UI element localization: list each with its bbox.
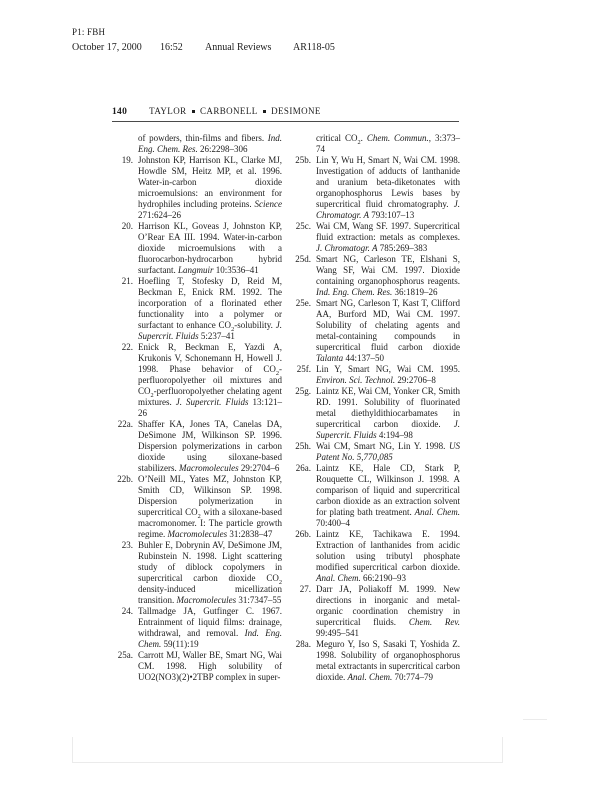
reference-number: 25d. (295, 254, 311, 264)
scan-artifact-line (523, 719, 547, 720)
dateline (0, 42, 612, 56)
reference-number: 25h. (295, 441, 311, 451)
reference-entry (290, 584, 460, 639)
reference-text: Carrott MJ, Waller BE, Smart NG, Wai CM. 1998. High solubility of UO2(NO3)(2)•2TBP complex in super- (138, 650, 282, 682)
square-bullet-icon (263, 110, 267, 114)
reference-number: 19. (121, 155, 133, 165)
reference-number: 25g. (295, 386, 311, 396)
reference-number: 26b. (295, 529, 311, 539)
reference-number: 23. (121, 540, 133, 550)
reference-number: 25f. (296, 364, 311, 374)
reference-entry (112, 540, 282, 606)
reference-number: 22. (121, 342, 133, 352)
reference-number: 26a. (295, 463, 311, 473)
reference-entry (112, 221, 282, 276)
reference-column-right (290, 133, 460, 683)
reference-entry (112, 474, 282, 540)
reference-text: Enick R, Beckman E, Yazdi A, Krukonis V, Schonemann H, Howell J. 1998. Phase behavior of $CO_2$-perfluoropolyether oil mixtures and $CO_2$-perfluoropolyether chelating agent mixtures. J. Supercrit. Fluids 13:121–26 (138, 342, 282, 418)
article-code: AR118-05 (293, 42, 335, 53)
reference-number: 25a. (117, 650, 133, 660)
running-head-authors (149, 106, 321, 116)
reference-number (112, 133, 138, 155)
reference-number: 21. (121, 276, 133, 286)
time-text: 16:52 (160, 42, 183, 53)
reference-text: Lin Y, Wu H, Smart N, Wai CM. 1998. Investigation of adducts of lanthanide and uranium beta-diketonates with organophosphorus Lewis bases by supercritical fluid chromatography. J. Chromatogr. A 793:107–13 (316, 155, 460, 220)
reference-entry (112, 650, 282, 683)
reference-number: 25e. (295, 298, 311, 308)
reference-entry (290, 441, 460, 463)
reference-text: Johnston KP, Harrison KL, Clarke MJ, Howdle SM, Heitz MP, et al. 1996. Water-in-carbon dioxide microemulsions: an environment for hydrophiles including proteins. Science 271:624–26 (138, 155, 282, 220)
reference-number: 24. (121, 606, 133, 616)
reference-text: Smart NG, Carleson TE, Elshani S, Wang SF, Wai CM. 1997. Dioxide containing organophosphorus reagents. Ind. Eng. Chem. Res. 36:1819–26 (316, 254, 460, 297)
reference-number: 22b. (117, 474, 133, 484)
date-text: October 17, 2000 (72, 42, 142, 53)
page-number: 140 (112, 107, 128, 117)
reference-text: critical $CO_2$. Chem. Commun., 3:373–74 (316, 133, 461, 154)
reference-entry (290, 529, 460, 584)
reference-text: Wai CM, Smart NG, Lin Y. 1998. US Patent No. 5,770,085 (316, 441, 460, 462)
reference-text: O’Neill ML, Yates MZ, Johnston KP, Smith CD, Wilkinson SP. 1998. Dispersion polymerization in supercritical $CO_2$ with a siloxane-based macromonomer. I: The particle growth regime. Macromolecules 31:2838–47 (138, 474, 282, 539)
reference-entry (290, 639, 460, 683)
reference-entry (112, 342, 282, 419)
reference-text: Harrison KL, Goveas J, Johnston KP, O’Rear EA III. 1994. Water-in-carbon dioxide microemulsions with a fluorocarbon-hydrocarbon hybrid surfactant. Langmuir 10:3536–41 (138, 221, 282, 275)
reference-entry (290, 254, 460, 298)
reference-number: 25c. (295, 221, 311, 231)
reference-text: of powders, thin-films and fibers. Ind. Eng. Chem. Res. 26:2298–306 (138, 133, 282, 154)
reference-text: Tallmadge JA, Gutfinger C. 1967. Entrainment of liquid films: drainage, withdrawal, and removal. Ind. Eng. Chem. 59(11):19 (138, 606, 283, 649)
scan-artifact-line (72, 762, 503, 763)
reference-text: Laintz KE, Hale CD, Stark P, Rouquette CL, Wilkinson J. 1998. A comparison of liquid and supercritical carbon dioxide as an extraction solvent for plating bath treatment. Anal. Chem. 70:400–4 (316, 463, 461, 528)
running-head-author: TAYLOR (149, 106, 187, 116)
reference-text: Buhler E, Dobrynin AV, DeSimone JM, Rubinstein N. 1998. Light scattering study of diblock copolymers in supercritical carbon dioxide $CO_2$ density-induced micellization transition. Macromolecules 31:7347–55 (138, 540, 282, 605)
reference-number (290, 133, 316, 155)
journal-name: Annual Reviews (205, 42, 272, 53)
reference-text: Laintz KE, Wai CM, Yonker CR, Smith RD. 1991. Solubility of fluorinated metal diethyldithiocarbamates in supercritical carbon dioxide. J. Supercrit. Fluids 4:194–98 (316, 386, 460, 440)
reference-text: Shaffer KA, Jones TA, Canelas DA, DeSimone JM, Wilkinson SP. 1996. Dispersion polymerizations in carbon dioxide using siloxane-based stabilizers. Macromolecules 29:2704–6 (138, 419, 282, 473)
reference-column-left (112, 133, 282, 683)
reference-entry (290, 364, 460, 386)
reference-entry (290, 155, 460, 221)
reference-number: 22a. (117, 419, 133, 429)
reference-entry (290, 463, 460, 529)
reference-number: 20. (121, 221, 133, 231)
reference-text: Hoefling T, Stofesky D, Reid M, Beckman E, Enick RM. 1992. The incorporation of a florinated ether functionality into a polymer or surfactant to enhance $CO_2$-solubility. J. Supercrit. Fluids 5:237–41 (138, 276, 282, 341)
square-bullet-icon (192, 110, 196, 114)
reference-list (112, 133, 460, 683)
scan-artifact-line (502, 737, 503, 763)
running-head (112, 106, 459, 117)
reference-entry (290, 298, 460, 364)
running-head-author: DESIMONE (271, 106, 321, 116)
reference-entry (112, 133, 282, 155)
reference-entry (290, 221, 460, 254)
reference-number: 28a. (295, 639, 311, 649)
reference-entry (112, 155, 282, 221)
header-rule (112, 121, 459, 122)
print-slug: P1: FBH (72, 27, 106, 37)
reference-entry (290, 386, 460, 441)
reference-text: Smart NG, Carleson T, Kast T, Clifford AA, Burford MD, Wai CM. 1997. Solubility of chelating agents and metal-containing compounds in supercritical fluid carbon dioxide Talanta 44:137–50 (316, 298, 460, 363)
reference-entry (290, 133, 460, 155)
reference-entry (112, 419, 282, 474)
reference-number: 27. (299, 584, 311, 594)
scan-artifact-line (72, 737, 73, 763)
reference-number: 25b. (295, 155, 311, 165)
reference-text: Meguro Y, Iso S, Sasaki T, Yoshida Z. 1998. Solubility of organophosphorus metal extractants in supercritical carbon dioxide. Anal. Chem. 70:774–79 (316, 639, 460, 682)
reference-text: Wai CM, Wang SF. 1997. Supercritical fluid extraction: metals as complexes. J. Chromatogr. A 785:269–383 (316, 221, 460, 253)
reference-text: Darr JA, Poliakoff M. 1999. New directions in inorganic and metal-organic coordination chemistry in supercritical fluids. Chem. Rev. 99:495–541 (316, 584, 460, 638)
reference-entry (112, 606, 282, 650)
running-head-author: CARBONELL (200, 106, 258, 116)
reference-text: Lin Y, Smart NG, Wai CM. 1995. Environ. Sci. Technol. 29:2706–8 (316, 364, 460, 385)
reference-text: Laintz KE, Tachikawa E. 1994. Extraction of lanthanides from acidic solution using tributyl phosphate modified supercritical carbon dioxide. Anal. Chem. 66:2190–93 (316, 529, 460, 583)
reference-entry (112, 276, 282, 342)
